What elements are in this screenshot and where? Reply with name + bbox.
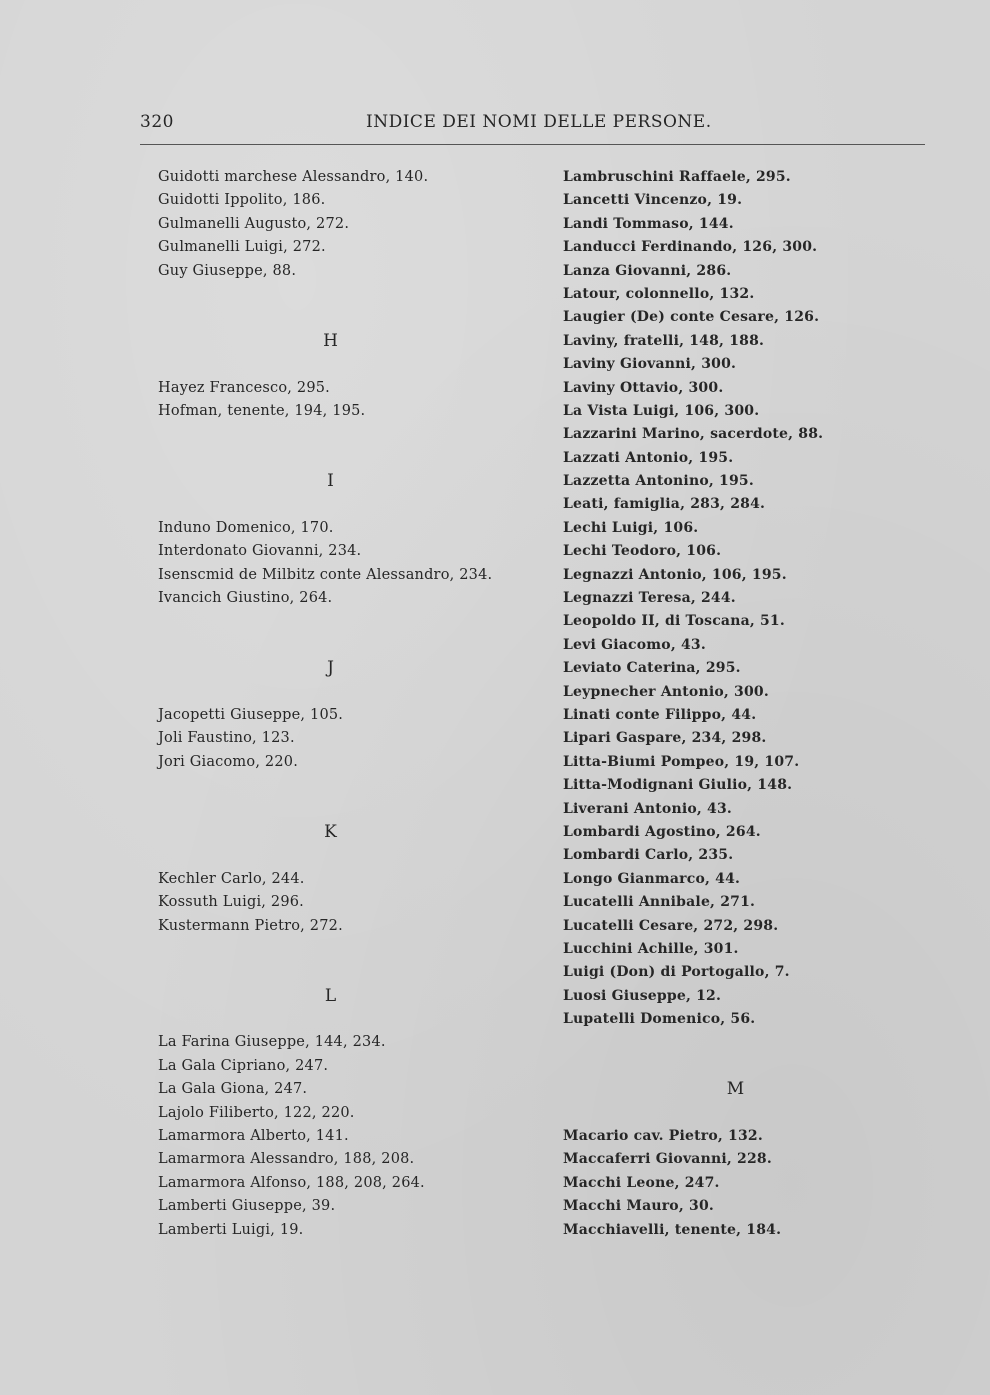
blank-line <box>158 774 538 797</box>
index-entry: Interdonato Giovanni, 234. <box>158 543 362 560</box>
blank-line <box>158 1008 538 1031</box>
blank-line <box>158 306 538 329</box>
index-entry: Induno Domenico, 170. <box>158 519 334 536</box>
index-entry: Laviny, fratelli, 148, 188. <box>563 332 765 349</box>
index-entry: La Farina Giuseppe, 144, 234. <box>158 1034 386 1051</box>
index-entry: Kechler Carlo, 244. <box>158 870 305 887</box>
index-entry: Lechi Teodoro, 106. <box>563 543 722 560</box>
index-entry: Kossuth Luigi, 296. <box>158 894 304 911</box>
left-index-column <box>158 166 538 1242</box>
index-entry: Guy Giuseppe, 88. <box>158 262 297 279</box>
page-number: 320 <box>140 112 174 132</box>
blank-line <box>158 447 538 470</box>
blank-line <box>158 844 538 867</box>
index-entry: Longo Gianmarco, 44. <box>563 870 741 887</box>
index-entry: Lamarmora Alessandro, 188, 208. <box>158 1151 415 1168</box>
index-entry: Lazzati Antonio, 195. <box>563 449 734 466</box>
index-entry: Latour, colonnello, 132. <box>563 285 755 302</box>
blank-line <box>158 493 538 516</box>
index-entry: Luosi Giuseppe, 12. <box>563 987 722 1004</box>
blank-line <box>563 1102 943 1125</box>
section-letter: H <box>323 330 338 351</box>
index-entry: Laugier (De) conte Cesare, 126. <box>563 309 820 326</box>
blank-line <box>158 423 538 446</box>
index-entry: Liverani Antonio, 43. <box>563 800 733 817</box>
header-rule <box>140 144 925 145</box>
index-entry: Hayez Francesco, 295. <box>158 379 330 396</box>
blank-line <box>158 283 538 306</box>
index-entry: Lupatelli Domenico, 56. <box>563 1011 756 1028</box>
index-entry: Macchi Mauro, 30. <box>563 1198 714 1215</box>
index-entry: Isenscmid de Milbitz conte Alessandro, 234. <box>158 566 493 583</box>
index-entry: La Gala Giona, 247. <box>158 1081 308 1098</box>
index-entry: Laviny Giovanni, 300. <box>563 356 737 373</box>
section-letter: I <box>327 471 334 492</box>
index-entry: Litta-Modignani Giulio, 148. <box>563 777 793 794</box>
index-entry: Lombardi Agostino, 264. <box>563 823 761 840</box>
page-header <box>140 112 925 138</box>
index-entry: Maccaferri Giovanni, 228. <box>563 1151 772 1168</box>
index-entry: Leati, famiglia, 283, 284. <box>563 496 766 513</box>
index-entry: Legnazzi Teresa, 244. <box>563 590 736 607</box>
index-entry: Lombardi Carlo, 235. <box>563 847 734 864</box>
index-entry: Luigi (Don) di Portogallo, 7. <box>563 964 790 981</box>
index-entry: Ivancich Giustino, 264. <box>158 590 333 607</box>
blank-line <box>563 1055 943 1078</box>
section-letter: K <box>324 821 337 842</box>
index-entry: Macchiavelli, tenente, 184. <box>563 1221 782 1238</box>
index-entry: Lanza Giovanni, 286. <box>563 262 732 279</box>
index-entry: Landi Tommaso, 144. <box>563 215 734 232</box>
index-entry: Laviny Ottavio, 300. <box>563 379 724 396</box>
index-entry: Lamberti Giuseppe, 39. <box>158 1198 336 1215</box>
index-entry: Gulmanelli Augusto, 272. <box>158 215 350 232</box>
index-entry: Litta-Biumi Pompeo, 19, 107. <box>563 753 800 770</box>
blank-line <box>158 938 538 961</box>
index-entry: Leviato Caterina, 295. <box>563 660 741 677</box>
index-entry: Lamarmora Alberto, 141. <box>158 1128 349 1145</box>
blank-line <box>158 610 538 633</box>
index-entry: Landucci Ferdinando, 126, 300. <box>563 239 818 256</box>
index-entry: Joli Faustino, 123. <box>158 730 295 747</box>
running-title: INDICE DEI NOMI DELLE PERSONE. <box>366 112 712 132</box>
index-entry: Gulmanelli Luigi, 272. <box>158 239 326 256</box>
index-entry: Lipari Gaspare, 234, 298. <box>563 730 767 747</box>
index-entry: Leypnecher Antonio, 300. <box>563 683 769 700</box>
index-entry: Lechi Luigi, 106. <box>563 519 699 536</box>
index-entry: La Gala Cipriano, 247. <box>158 1057 329 1074</box>
index-entry: Jori Giacomo, 220. <box>158 753 299 770</box>
index-entry: Lamberti Luigi, 19. <box>158 1221 304 1238</box>
blank-line <box>158 798 538 821</box>
right-index-column <box>563 166 943 1242</box>
blank-line <box>158 681 538 704</box>
index-entry: Lancetti Vincenzo, 19. <box>563 192 743 209</box>
index-entry: Lucchini Achille, 301. <box>563 940 739 957</box>
index-entry: Lucatelli Cesare, 272, 298. <box>563 917 779 934</box>
index-entry: Jacopetti Giuseppe, 105. <box>158 706 344 723</box>
index-entry: Levi Giacomo, 43. <box>563 636 706 653</box>
index-entry: Guidotti Ippolito, 186. <box>158 192 326 209</box>
index-entry: Linati conte Filippo, 44. <box>563 706 757 723</box>
index-entry: Lambruschini Raffaele, 295. <box>563 169 791 185</box>
index-entry: Macchi Leone, 247. <box>563 1174 720 1191</box>
index-entry: La Vista Luigi, 106, 300. <box>563 402 760 419</box>
index-entry: Kustermann Pietro, 272. <box>158 917 343 934</box>
index-entry: Legnazzi Antonio, 106, 195. <box>563 566 787 583</box>
blank-line <box>563 1031 943 1054</box>
index-entry: Guidotti marchese Alessandro, 140. <box>158 169 429 185</box>
blank-line <box>158 353 538 376</box>
index-entry: Lucatelli Annibale, 271. <box>563 894 756 911</box>
section-letter: J <box>327 658 334 679</box>
section-letter: L <box>324 985 337 1006</box>
index-entry: Hofman, tenente, 194, 195. <box>158 402 366 419</box>
index-entry: Lamarmora Alfonso, 188, 208, 264. <box>158 1174 425 1191</box>
index-entry: Lajolo Filiberto, 122, 220. <box>158 1104 355 1121</box>
index-entry: Leopoldo II, di Toscana, 51. <box>563 613 785 630</box>
index-entry: Macario cav. Pietro, 132. <box>563 1128 763 1145</box>
index-entry: Lazzarini Marino, sacerdote, 88. <box>563 426 824 443</box>
blank-line <box>158 961 538 984</box>
blank-line <box>158 634 538 657</box>
section-letter: M <box>726 1079 745 1100</box>
index-entry: Lazzetta Antonino, 195. <box>563 473 754 490</box>
